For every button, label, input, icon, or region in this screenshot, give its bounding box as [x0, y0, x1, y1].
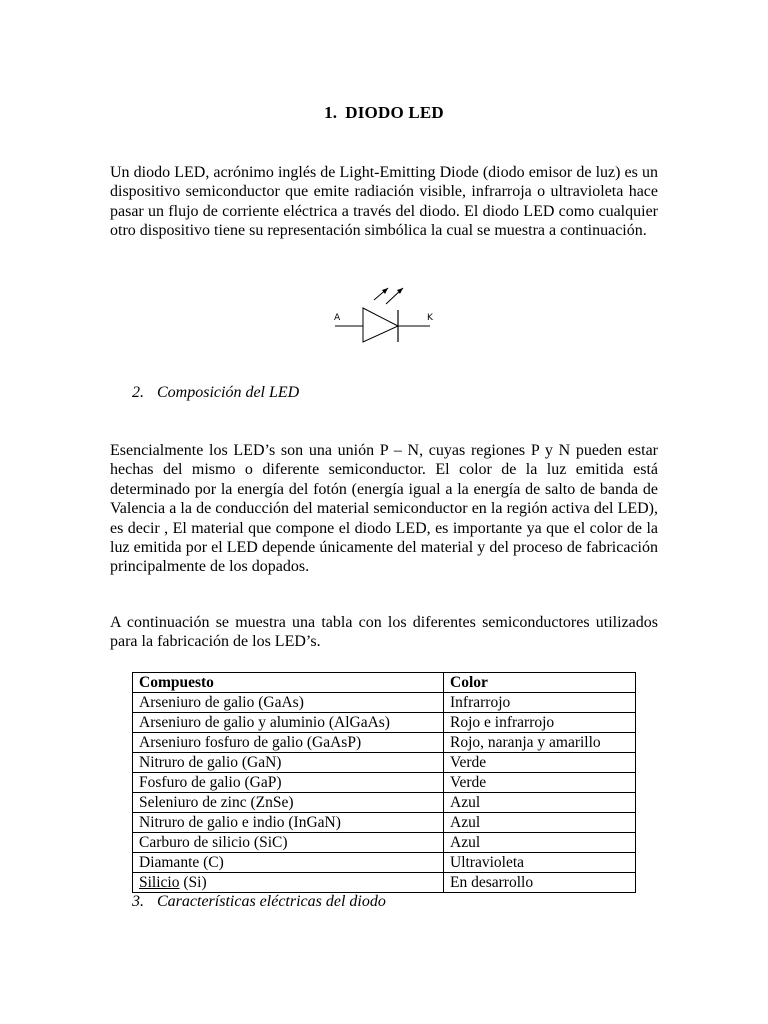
section-3-heading	[132, 893, 386, 911]
table-row	[133, 713, 636, 733]
cathode-label: K	[427, 313, 433, 323]
compound-cell: Seleniuro de zinc (ZnSe)	[133, 793, 444, 813]
color-cell: En desarrollo	[444, 873, 636, 893]
table-row	[133, 733, 636, 753]
header-compound: Compuesto	[133, 673, 444, 693]
table-row	[133, 793, 636, 813]
led-diode-symbol-icon	[330, 280, 440, 350]
section-2-title: Composición del LED	[157, 384, 300, 401]
table-intro-paragraph: A continuación se muestra una tabla con los diferentes semiconductores utilizados para la fabricación de los LED’s.	[110, 614, 658, 651]
intro-paragraph: Un diodo LED, acrónimo inglés de Light-Emitting Diode (diodo emisor de luz) es un dispositivo semiconductor que emite radiación visible, infrarroja o ultravioleta hace pasar un flujo de corriente eléctrica a través del diodo. El diodo LED como cualquier otro dispositivo tiene su representación simbólica la cual se muestra a continuación.	[110, 164, 658, 240]
compound-cell: Arseniuro fosfuro de galio (GaAsP)	[133, 733, 444, 753]
color-cell: Azul	[444, 813, 636, 833]
compound-cell: Arseniuro de galio y aluminio (AlGaAs)	[133, 713, 444, 733]
compound-cell: Nitruro de galio e indio (InGaN)	[133, 813, 444, 833]
color-cell: Infrarrojo	[444, 693, 636, 713]
color-cell: Verde	[444, 753, 636, 773]
section-2-heading	[132, 384, 299, 402]
color-cell: Rojo e infrarrojo	[444, 713, 636, 733]
diode-triangle	[363, 308, 398, 342]
color-cell: Verde	[444, 773, 636, 793]
table-row	[133, 873, 636, 893]
color-cell: Ultravioleta	[444, 853, 636, 873]
section-1-title: DIODO LED	[345, 103, 444, 122]
table-row	[133, 813, 636, 833]
compound-cell: Arseniuro de galio (GaAs)	[133, 693, 444, 713]
header-color: Color	[444, 673, 636, 693]
color-cell: Azul	[444, 833, 636, 853]
silicio-link[interactable]: Silicio	[139, 874, 180, 891]
table-row	[133, 833, 636, 853]
section-3-number: 3.	[132, 893, 144, 910]
section-3-title: Características eléctricas del diodo	[157, 893, 386, 910]
semiconductor-table	[132, 672, 636, 893]
compound-cell: Diamante (C)	[133, 853, 444, 873]
table-row	[133, 773, 636, 793]
table-row	[133, 853, 636, 873]
compound-cell: Fosfuro de galio (GaP)	[133, 773, 444, 793]
table-row	[133, 753, 636, 773]
table-header-row	[133, 673, 636, 693]
color-cell: Rojo, naranja y amarillo	[444, 733, 636, 753]
section-1-number: 1.	[324, 103, 338, 122]
anode-label: A	[334, 313, 341, 323]
section-1-heading	[0, 103, 768, 123]
composition-paragraph: Esencialmente los LED’s son una unión P – N, cuyas regiones P y N pueden estar hechas del mismo o diferente semiconductor. El color de la luz emitida está determinado por la energía del fotón (energía igual a la energía de salto de banda de Valencia a la de conducción del material semiconductor en la región activa del LED), es decir , El material que compone el diodo LED, es importante ya que el color de la luz emitida por el LED depende únicamente del material y del proceso de fabricación principalmente de los dopados.	[110, 442, 658, 576]
section-2-number: 2.	[132, 384, 144, 401]
compound-cell	[133, 873, 444, 893]
compound-formula: (Si)	[179, 874, 207, 891]
compound-cell: Nitruro de galio (GaN)	[133, 753, 444, 773]
color-cell: Azul	[444, 793, 636, 813]
compound-cell: Carburo de silicio (SiC)	[133, 833, 444, 853]
light-arrow-1-head	[382, 288, 388, 294]
table-row	[133, 693, 636, 713]
